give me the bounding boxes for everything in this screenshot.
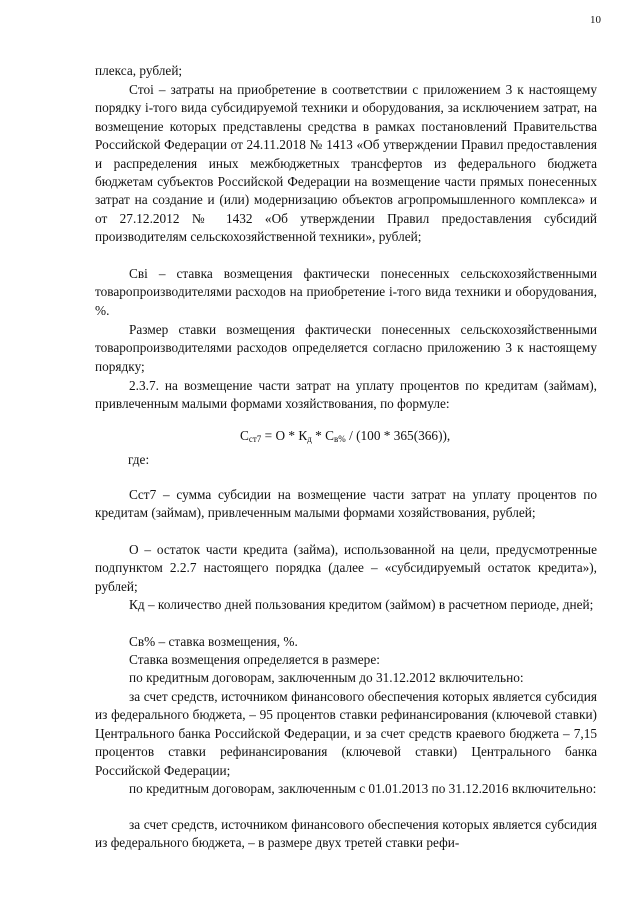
paragraph-o-definition: О – остаток части кредита (займа), использованной на цели, предусмотренные подпунктом 2.2.7 настоящего порядка (далее – «субсидируемый остаток кредита»), рублей; <box>95 542 597 594</box>
page-number: 10 <box>590 14 601 26</box>
paragraph-cv-definition: Cв% – ставка возмещения, %. <box>129 634 298 649</box>
paragraph-cvi-definition: Cвi – ставка возмещения фактически понесенных сельскохозяйственными товаропроизводителями расходов на приобретение i-того вида техники и оборудования, %. <box>95 266 597 318</box>
paragraph-rate-size: Размер ставки возмещения фактически понесенных сельскохозяйственными товаропроизводителями расходов определяется согласно приложению 3 к настоящему порядку; <box>95 322 597 374</box>
where-label: где: <box>128 452 150 467</box>
paragraph-cst7-definition: Cст7 – сумма субсидии на возмещение части затрат на уплату процентов по кредитам (займам), привлеченным малыми формами хозяйствования, рублей; <box>95 487 597 521</box>
formula: $С_{ст7} = О * К_д * С_{в\%} / (100 * 365(366))$, <box>240 428 451 444</box>
paragraph-contracts-before-2012: по кредитным договорам, заключенным до 31.12.2012 включительно: <box>129 670 524 685</box>
paragraph-federal-two-thirds: за счет средств, источником финансового обеспечения которых является субсидия из федерального бюджета, – в размере двух третей ставки рефи- <box>95 817 597 851</box>
paragraph-contracts-2013-2016: по кредитным договорам, заключенным с 01.01.2013 по 31.12.2016 включительно: <box>129 781 597 796</box>
paragraph-kd-definition: Кд – количество дней пользования кредитом (займом) в расчетном периоде, дней; <box>129 597 594 612</box>
paragraph-federal-95-percent: за счет средств, источником финансового обеспечения которых является субсидия из федерального бюджета, – 95 процентов ставки рефинансирования (ключевой ставки) Центрального банка Российской Федерации, и за счет средств краевого бюджета – 7,15 процентов ставки рефинансирования (ключевой ставки) Центрального банка Российской Федерации; <box>95 689 597 778</box>
paragraph-rate-determined: Ставка возмещения определяется в размере: <box>129 652 380 667</box>
paragraph-cto-definition: Cтоi – затраты на приобретение в соответствии с приложением 3 к настоящему порядку i-того вида субсидируемой техники и оборудования, за исключением затрат, на возмещение которых представлены средства в рамках постановлений Правительства Российской Федерации от 24.11.2018 № 1413 «Об утверждении Правил предоставления и распределения иных межбюджетных трансфертов из федерального бюджета бюджетам субъектов Российской Федерации на возмещение части прямых понесенных затрат на создание и (или) модернизацию объектов агропромышленного комплекса» и от 27.12.2012 № 1432 «Об утверждении Правил предоставления субсидий производителям сельскохозяйственной техники», рублей; <box>95 82 597 245</box>
paragraph-continuation: плекса, рублей; <box>95 63 183 78</box>
paragraph-2-3-7: 2.3.7. на возмещение части затрат на уплату процентов по кредитам (займам), привлеченным малыми формами хозяйствования, по формуле: <box>95 378 597 412</box>
